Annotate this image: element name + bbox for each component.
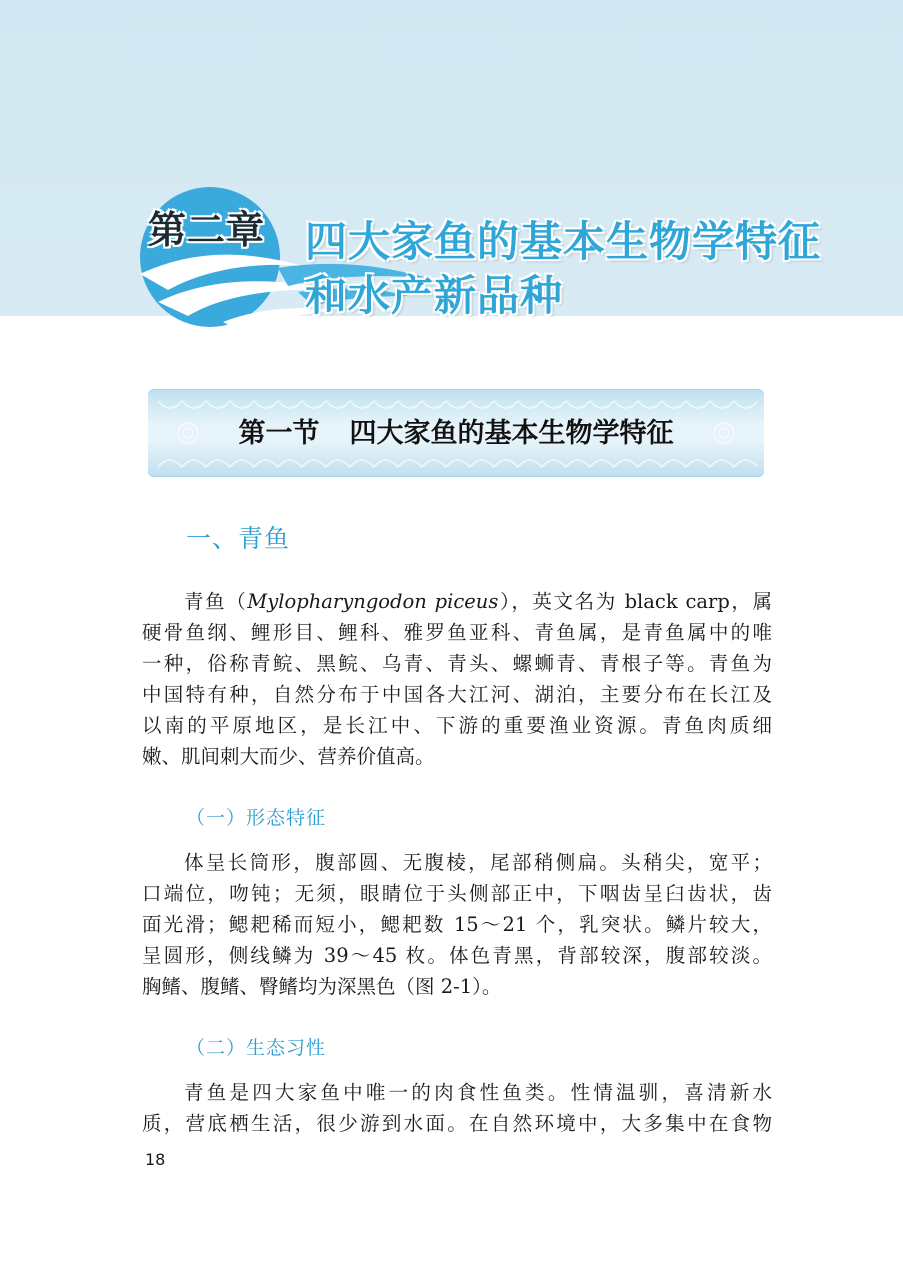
paragraph-line: 硬骨鱼纲、鲤形目、鲤科、雅罗鱼亚科、青鱼属，是青鱼属中的唯 (142, 621, 772, 644)
paragraph-morphology (142, 847, 772, 1002)
subheading-ecology: （二）生态习性 (186, 1037, 327, 1059)
section-name: 四大家鱼的基本生物学特征 (349, 418, 674, 449)
paragraph-line: 青鱼是四大家鱼中唯一的肉食性鱼类。性情温驯，喜清新水 (184, 1081, 772, 1104)
paragraph-line: 中国特有种，自然分布于中国各大江河、湖泊，主要分布在长江及 (142, 683, 772, 706)
section-banner (148, 389, 764, 477)
paragraph-ecology (142, 1077, 772, 1139)
subheading-morphology: （一）形态特征 (186, 807, 327, 829)
chapter-title (305, 215, 821, 323)
paragraph-line: 嫩、肌间刺大而少、营养价值高。 (142, 745, 435, 768)
section-number: 第一节 (238, 418, 320, 449)
paragraph-line: 呈圆形，侧线鳞为 39～45 枚。体色青黑，背部较深，腹部较淡。 (142, 944, 772, 967)
paragraph-line: 口端位，吻钝；无须，眼睛位于头侧部正中，下咽齿呈臼齿状，齿 (142, 882, 772, 905)
paragraph-line: 体呈长筒形，腹部圆、无腹棱，尾部稍侧扁。头稍尖，宽平； (184, 851, 772, 874)
paragraph-intro (142, 586, 772, 772)
page-number: 18 (145, 1150, 166, 1169)
chapter-title-line-1: 四大家鱼的基本生物学特征 (305, 217, 822, 266)
paragraph-line: 一种，俗称青鲩、黑鲩、乌青、青头、螺蛳青、青根子等。青鱼为 (142, 652, 772, 675)
paragraph-line: 质，营底栖生活，很少游到水面。在自然环境中，大多集中在食物 (142, 1112, 772, 1135)
paragraph-line: 面光滑；鳃耙稀而短小，鳃耙数 15～21 个，乳突状。鳞片较大， (142, 913, 772, 936)
section-title (148, 411, 764, 450)
heading-qingyu: 一、青鱼 (186, 524, 291, 553)
paragraph-line: 青鱼（Mylopharyngodon piceus），英文名为 black carp，属 (184, 590, 772, 613)
paragraph-line: 以南的平原地区，是长江中、下游的重要渔业资源。青鱼肉质细 (142, 714, 772, 737)
chapter-label: 第二章 (148, 208, 266, 252)
chapter-title-line-2: 和水产新品种 (305, 271, 564, 320)
paragraph-line: 胸鳍、腹鳍、臀鳍均为深黑色（图 2-1）。 (142, 975, 502, 998)
